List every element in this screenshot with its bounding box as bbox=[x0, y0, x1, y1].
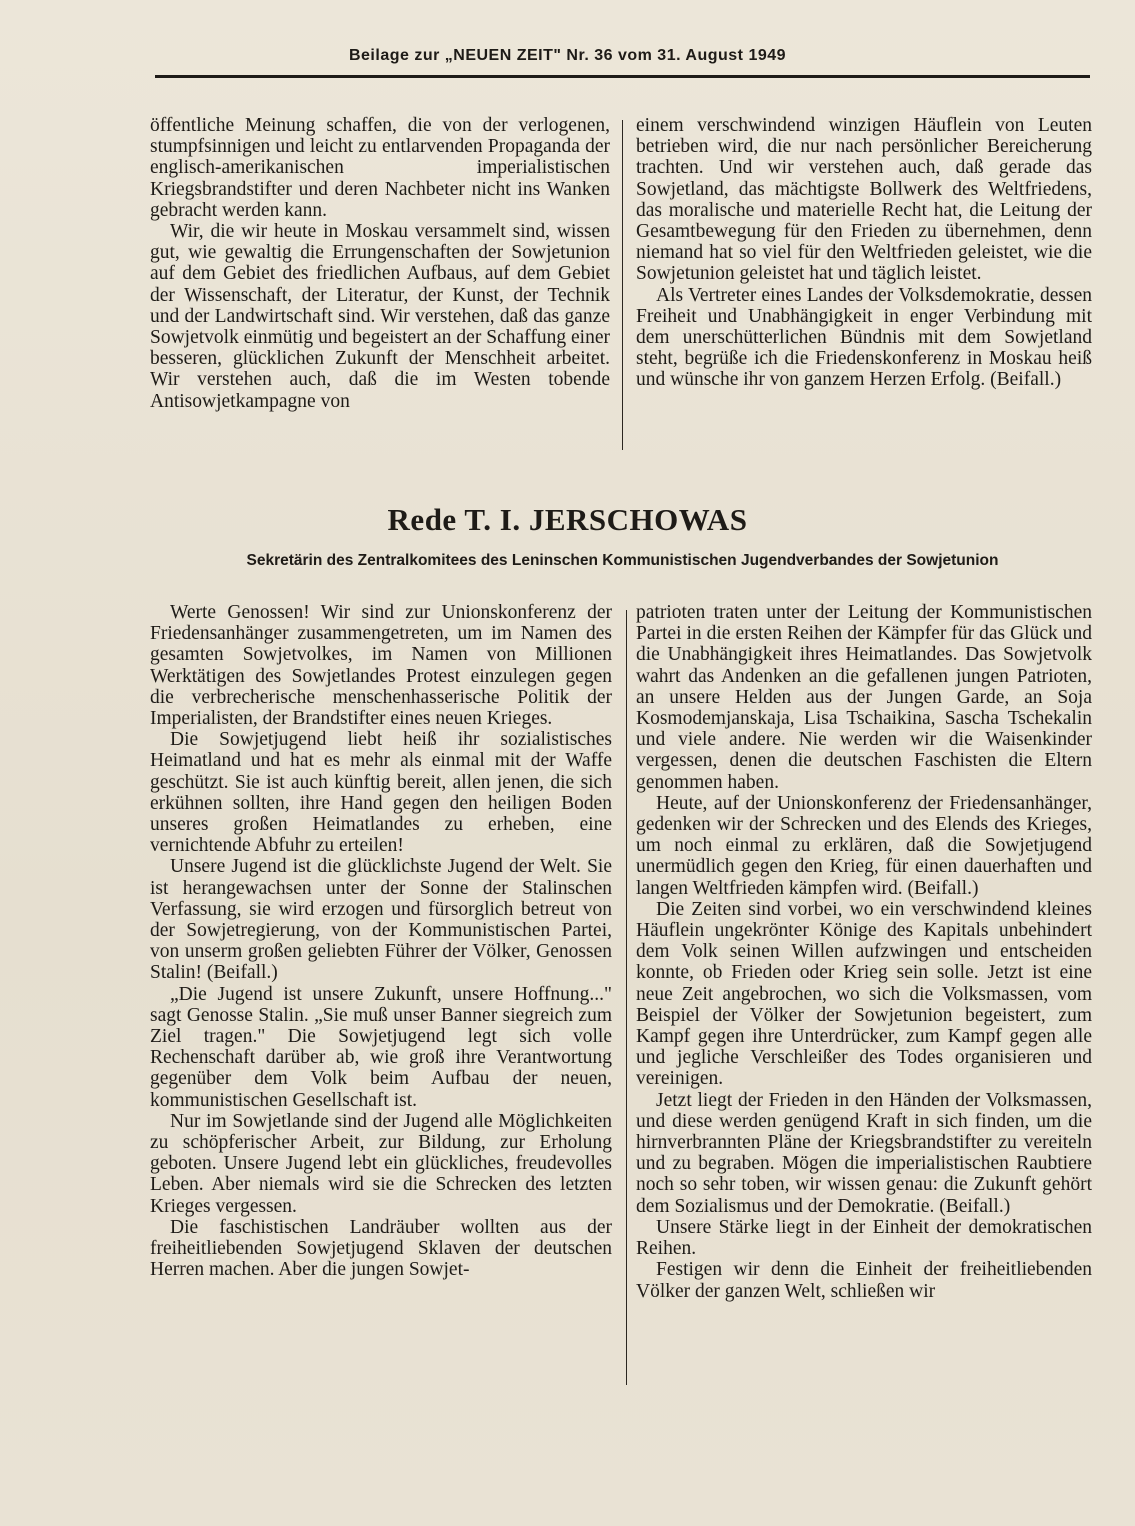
paragraph: Unsere Stärke liegt in der Einheit der demokratischen Reihen. bbox=[636, 1216, 1092, 1260]
paragraph: Die faschistischen Landräuber wollten aus der freiheitliebenden Sowjetjugend Sklaven der deutschen Herren machen. Aber die jungen Sowjet- bbox=[150, 1216, 612, 1281]
paragraph: Wir, die wir heute in Moskau versammelt sind, wissen gut, wie gewaltig die Errungenschaften der Sowjetunion auf dem Gebiet des friedlichen Aufbaus, auf dem Gebiet der Wissenschaft, der Literatur, der Kunst, der Technik und der Landwirtschaft sind. Wir verstehen, daß das ganze Sowjetvolk einmütig und begeistert an der Schaffung einer besseren, glücklichen Zukunft der Menschheit arbeitet. Wir verstehen auch, daß die im Westen tobende Antisowjetkampagne von bbox=[150, 221, 610, 412]
paragraph: Heute, auf der Unionskonferenz der Friedensanhänger, gedenken wir der Schrecken und des Elends des Krieges, um noch einmal zu erklären, daß die Sowjetjugend unermüdlich gegen den Krieg, für einen dauerhaften und langen Weltfrieden kämpfen wird. (Beifall.) bbox=[636, 792, 1092, 899]
column-divider bbox=[622, 120, 623, 450]
paragraph: Die Zeiten sind vorbei, wo ein verschwindend kleines Häuflein ungekrönter Könige des Kapitals unbehindert dem Volk seinen Willen aufzwingen und entscheiden konnte, ob Frieden oder Krieg sein solle. Jetzt ist eine neue Zeit angebrochen, wo sich die Volksmassen, vom Beispiel der Völker der Sowjetunion begeistert, zum Kampf gegen ihre Unterdrücker, zum Kampf gegen alle und jegliche Verschleißer des Todes organisieren und vereinigen. bbox=[636, 898, 1092, 1090]
bottom-right-column bbox=[636, 602, 1092, 1302]
paragraph: Nur im Sowjetlande sind der Jugend alle Möglichkeiten zu schöpferischer Arbeit, zur Bildung, zur Erholung geboten. Unsere Jugend lebt ein glückliches, freudevolles Leben. Aber niemals wird sie die Schrecken des letzten Krieges vergessen. bbox=[150, 1110, 612, 1217]
paragraph: Als Vertreter eines Landes der Volksdemokratie, dessen Freiheit und Unabhängigkeit in enger Verbindung mit dem unerschütterlichen Bündnis mit dem Sowjetland steht, begrüße ich die Friedenskonferenz in Moskau heiß und wünsche ihr von ganzem Herzen Erfolg. (Beifall.) bbox=[636, 284, 1092, 391]
paragraph: Unsere Jugend ist die glücklichste Jugend der Welt. Sie ist herangewachsen unter der Sonne der Stalinschen Verfassung, sie wird erzogen und fürsorglich betreut von der Sowjetregierung, von der Kommunistischen Partei, von unserm großen geliebten Führer der Völker, Genossen Stalin! (Beifall.) bbox=[150, 856, 612, 984]
speech-subtitle: Sekretärin des Zentralkomitees des Leninschen Kommunistischen Jugendverbandes der Sowjetunion bbox=[246, 552, 999, 569]
top-right-column bbox=[636, 115, 1092, 391]
paragraph: „Die Jugend ist unsere Zukunft, unsere Hoffnung..." sagt Genosse Stalin. „Sie muß unser Banner siegreich zum Ziel tragen." Die Sowjetjugend legt sich volle Rechenschaft darüber ab, wie groß ihre Verantwortung gegenüber dem Volk beim Aufbau der neuen, kommunistischen Gesellschaft ist. bbox=[150, 983, 612, 1111]
paragraph: Die Sowjetjugend liebt heiß ihr sozialistisches Heimatland und hat es mehr als einmal mit der Waffe geschützt. Sie ist auch künftig bereit, allen jenen, die sich erkühnen sollten, ihre Hand gegen den heiligen Boden unseres großen Heimatlandes zu erheben, eine vernichtende Abfuhr zu erteilen! bbox=[150, 729, 612, 857]
paragraph: Festigen wir denn die Einheit der freiheitliebenden Völker der ganzen Welt, schließen wir bbox=[636, 1259, 1092, 1302]
page-header: Beilage zur „NEUEN ZEIT" Nr. 36 vom 31. August 1949 bbox=[348, 47, 787, 64]
column-divider bbox=[626, 610, 627, 1385]
paragraph: Werte Genossen! Wir sind zur Unionskonferenz der Friedensanhänger zusammengetreten, um im Namen des gesamten Sowjetvolkes, im Namen von Millionen Werktätigen des Sowjetlandes Protest einzulegen gegen die verbrecherische menschenhasserische Politik der Imperialisten, der Brandstifter eines neuen Krieges. bbox=[150, 602, 612, 730]
paragraph: Jetzt liegt der Frieden in den Händen der Volksmassen, und diese werden genügend Kraft in sich finden, um die hirnverbrannten Pläne der Kriegsbrandstifter zu vereiteln und zu begraben. Mögen die imperialistischen Raubtiere noch so sehr toben, wir wissen genau: die Zukunft gehört dem Sozialismus und der Demokratie. (Beifall.) bbox=[636, 1089, 1092, 1217]
speech-title: Rede T. I. JERSCHOWAS bbox=[387, 502, 748, 537]
paragraph: einem verschwindend winzigen Häuflein von Leuten betrieben wird, die nur nach persönlicher Bereicherung trachten. Und wir verstehen auch, daß gerade das Sowjetland, das mächtigste Bollwerk des Weltfriedens, das moralische und materielle Recht hat, die Leitung der Gesamtbewegung für den Frieden zu übernehmen, denn niemand hat so viel für den Weltfrieden geleistet, wie die Sowjetunion geleistet hat und täglich leistet. bbox=[636, 115, 1092, 285]
bottom-left-column bbox=[150, 602, 612, 1281]
paragraph: patrioten traten unter der Leitung der Kommunistischen Partei in die ersten Reihen der Kämpfer für das Glück und die Unabhängigkeit ihres Heimatlandes. Das Sowjetvolk wahrt das Andenken an die gefallenen jungen Patrioten, an unsere Helden aus der Jungen Garde, an Soja Kosmodemjanskaja, Lisa Tschaikina, Sascha Tschekalin und viele andere. Nie werden wir die Waisenkinder vergessen, denen die deutschen Faschisten die Eltern genommen haben. bbox=[636, 602, 1092, 793]
paragraph: öffentliche Meinung schaffen, die von der verlogenen, stumpfsinnigen und leicht zu entlarvenden Propaganda der englisch-amerikanischen imperialistischen Kriegsbrandstifter und deren Nachbeter nicht ins Wanken gebracht werden kann. bbox=[150, 115, 610, 221]
header-rule bbox=[155, 75, 1090, 78]
top-left-column bbox=[150, 115, 610, 412]
